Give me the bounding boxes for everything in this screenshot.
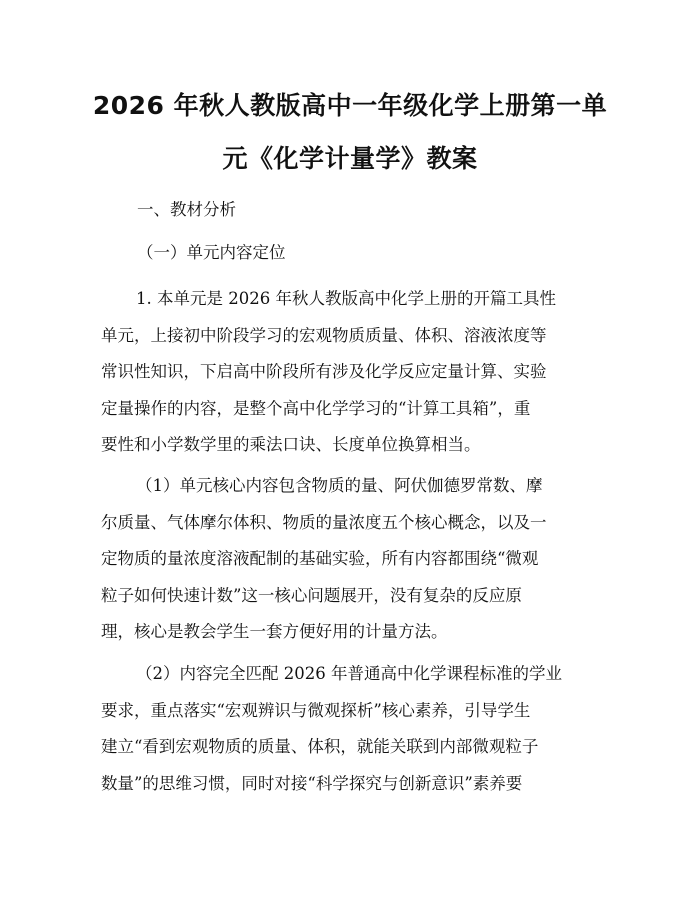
paragraph-line: 粒子如何快速计数”这一核心问题展开，没有复杂的反应原 xyxy=(101,585,522,605)
paragraph-line: 单元，上接初中阶段学习的宏观物质质量、体积、溶液浓度等 xyxy=(101,325,547,345)
paragraph-3 xyxy=(101,656,601,802)
subsection-heading-unit-positioning: （一）单元内容定位 xyxy=(137,243,286,262)
paragraph-2 xyxy=(101,468,601,651)
paragraph-1 xyxy=(101,281,601,464)
paragraph-line: 要求，重点落实“宏观辨识与微观探析”核心素养，引导学生 xyxy=(101,700,531,720)
paragraph-line: 常识性知识，下启高中阶段所有涉及化学反应定量计算、实验 xyxy=(101,362,547,381)
document-title-line-1: 2026 年秋人教版高中一年级化学上册第一单 xyxy=(92,91,608,120)
paragraph-line: （1）单元核心内容包含物质的量、阿伏伽德罗常数、摩 xyxy=(136,476,543,495)
paragraph-line: 1. 本单元是 2026 年秋人教版高中化学上册的开篇工具性 xyxy=(136,289,556,308)
paragraph-line: （2）内容完全匹配 2026 年普通高中化学课程标准的学业 xyxy=(136,664,562,683)
paragraph-line: 定物质的量浓度溶液配制的基础实验，所有内容都围绕“微观 xyxy=(101,549,539,568)
paragraph-line: 理，核心是教会学生一套方便好用的计量方法。 xyxy=(101,622,448,641)
paragraph-line: 建立“看到宏观物质的质量、体积，就能关联到内部微观粒子 xyxy=(101,737,539,756)
paragraph-line: 尔质量、气体摩尔体积、物质的量浓度五个核心概念，以及一 xyxy=(101,512,547,532)
paragraph-line: 定量操作的内容，是整个高中化学学习的“计算工具箱”，重 xyxy=(101,398,531,418)
paragraph-line: 数量”的思维习惯，同时对接“科学探究与创新意识”素养要 xyxy=(101,773,523,793)
paragraph-line: 要性和小学数学里的乘法口诀、长度单位换算相当。 xyxy=(101,435,481,454)
section-heading-textbook-analysis: 一、教材分析 xyxy=(137,200,236,219)
document-title-line-2: 元《化学计量学》教案 xyxy=(222,144,478,173)
